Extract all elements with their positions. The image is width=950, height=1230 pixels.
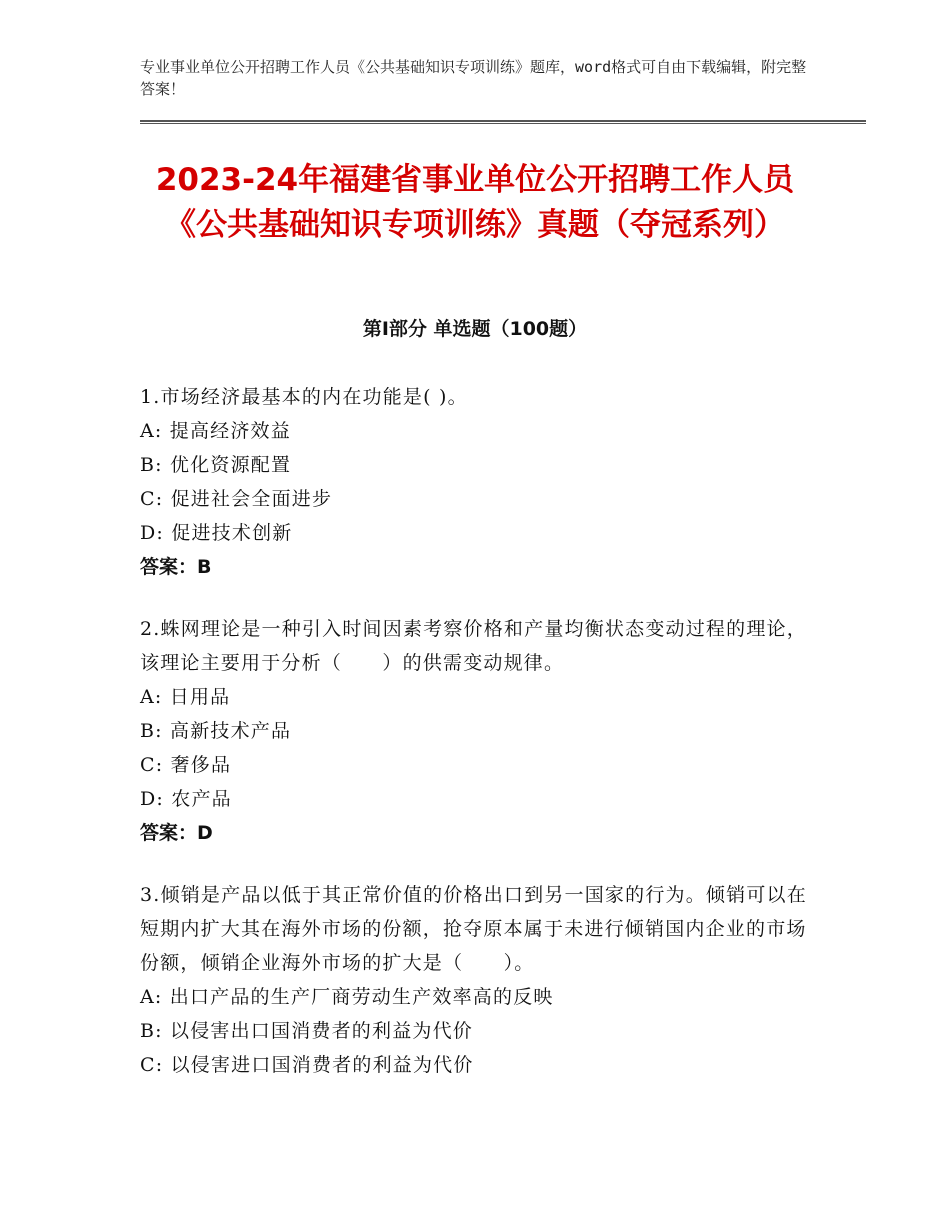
question-text: 1.市场经济最基本的内在功能是( )。 <box>140 386 468 408</box>
answer: 答案：D <box>140 822 213 844</box>
section-heading: 第Ⅰ部分 单选题（100题） <box>362 318 588 340</box>
question-text: 2.蛛网理论是一种引入时间因素考察价格和产量均衡状态变动过程的理论，该理论主要用于分析（ ）的供需变动规律。 <box>140 618 807 674</box>
option-a: A: 出口产品的生产厂商劳动生产效率高的反映 <box>140 986 554 1008</box>
option-b: B: 高新技术产品 <box>140 720 292 742</box>
question-text: 3.倾销是产品以低于其正常价值的价格出口到另一国家的行为。倾销可以在短期内扩大其在海外市场的份额，抢夺原本属于未进行倾销国内企业的市场份额，倾销企业海外市场的扩大是（ ）。 <box>140 884 807 974</box>
option-d: D: 农产品 <box>140 788 232 810</box>
question-list <box>140 380 810 1110</box>
question-1 <box>140 380 810 584</box>
header-note: 专业事业单位公开招聘工作人员《公共基础知识专项训练》题库，word格式可自由下载编辑，附完整答案！ <box>140 58 807 98</box>
question-3 <box>140 878 810 1082</box>
question-2 <box>140 612 810 850</box>
option-a: A: 提高经济效益 <box>140 420 291 442</box>
header-divider <box>140 120 866 124</box>
option-d: D: 促进技术创新 <box>140 522 293 544</box>
option-b: B: 以侵害出口国消费者的利益为代价 <box>140 1020 474 1042</box>
option-c: C: 奢侈品 <box>140 754 232 776</box>
option-b: B: 优化资源配置 <box>140 454 292 476</box>
option-c: C: 以侵害进口国消费者的利益为代价 <box>140 1054 474 1076</box>
option-c: C: 促进社会全面进步 <box>140 488 333 510</box>
option-a: A: 日用品 <box>140 686 231 708</box>
answer: 答案：B <box>140 556 212 578</box>
document-title: 2023-24年福建省事业单位公开招聘工作人员《公共基础知识专项训练》真题（夺冠系列） <box>155 162 795 243</box>
